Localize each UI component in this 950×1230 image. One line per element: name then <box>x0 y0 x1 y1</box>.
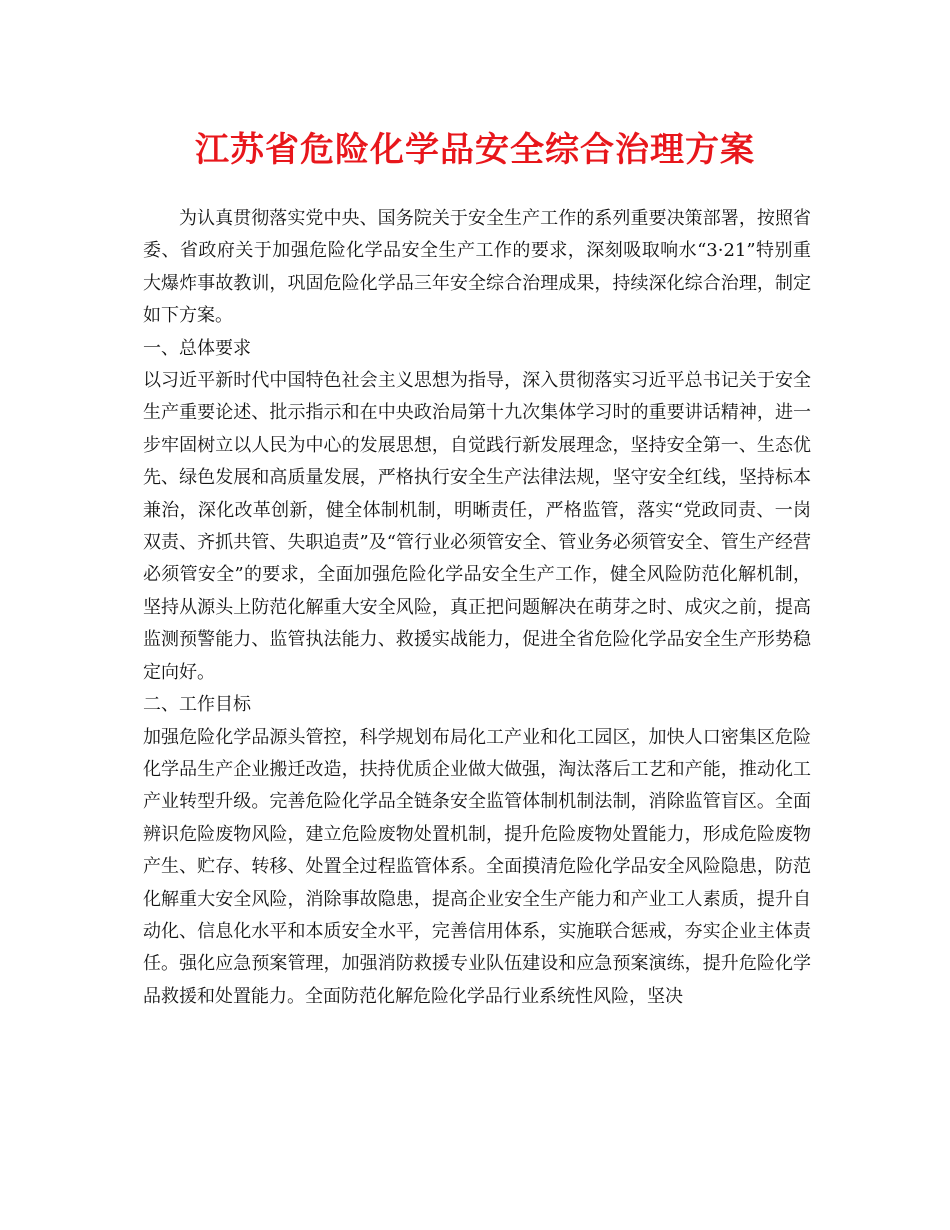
section-text-general-requirements: 以习近平新时代中国特色社会主义思想为指导，深入贯彻落实习近平总书记关于安全生产重要论述、批示指示和在中央政治局第十九次集体学习时的重要讲话精神，进一步牢固树立以人民为中心的发展思想，自觉践行新发展理念，坚持安全第一、生态优先、绿色发展和高质量发展，严格执行安全生产法律法规，坚守安全红线，坚持标本兼治，深化改革创新，健全体制机制，明晰责任，严格监管，落实“党政同责、一岗双责、齐抓共管、失职追责”及“管行业必须管安全、管业务必须管安全、管生产经营必须管安全”的要求，全面加强危险化学品安全生产工作，健全风险防范化解机制，坚持从源头上防范化解重大安全风险，真正把问题解决在萌芽之时、成灾之前，提高监测预警能力、监管执法能力、救援实战能力，促进全省危险化学品安全生产形势稳定向好。 <box>143 370 811 683</box>
section-text-work-objectives: 加强危险化学品源头管控，科学规划布局化工产业和化工园区，加快人口密集区危险化学品生产企业搬迁改造，扶持优质企业做大做强，淘汰落后工艺和产能，推动化工产业转型升级。完善危险化学品全链条安全监管体制机制法制，消除监管盲区。全面辨识危险废物风险，建立危险废物处置机制，提升危险废物处置能力，形成危险废物产生、贮存、转移、处置全过程监管体系。全面摸清危险化学品安全风险隐患，防范化解重大安全风险，消除事故隐患，提高企业安全生产能力和产业工人素质，提升自动化、信息化水平和本质安全水平，完善信用体系，实施联合惩戒，夯实企业主体责任。强化应急预案管理，加强消防救援专业队伍建设和应急预案演练，提升危险化学品救援和处置能力。全面防范化解危险化学品行业系统性风险，坚决 <box>143 726 811 1007</box>
document-body <box>143 203 811 1013</box>
document-title: 江苏省危险化学品安全综合治理方案 <box>195 130 755 170</box>
intro-paragraph: 为认真贯彻落实党中央、国务院关于安全生产工作的系列重要决策部署，按照省委、省政府关于加强危险化学品安全生产工作的要求，深刻吸取响水“3·21”特别重大爆炸事故教训，巩固危险化学品三年安全综合治理成果，持续深化综合治理，制定如下方案。 <box>143 208 811 327</box>
section-heading-general-requirements: 一、总体要求 <box>143 337 251 359</box>
section-heading-work-objectives: 二、工作目标 <box>143 694 251 716</box>
